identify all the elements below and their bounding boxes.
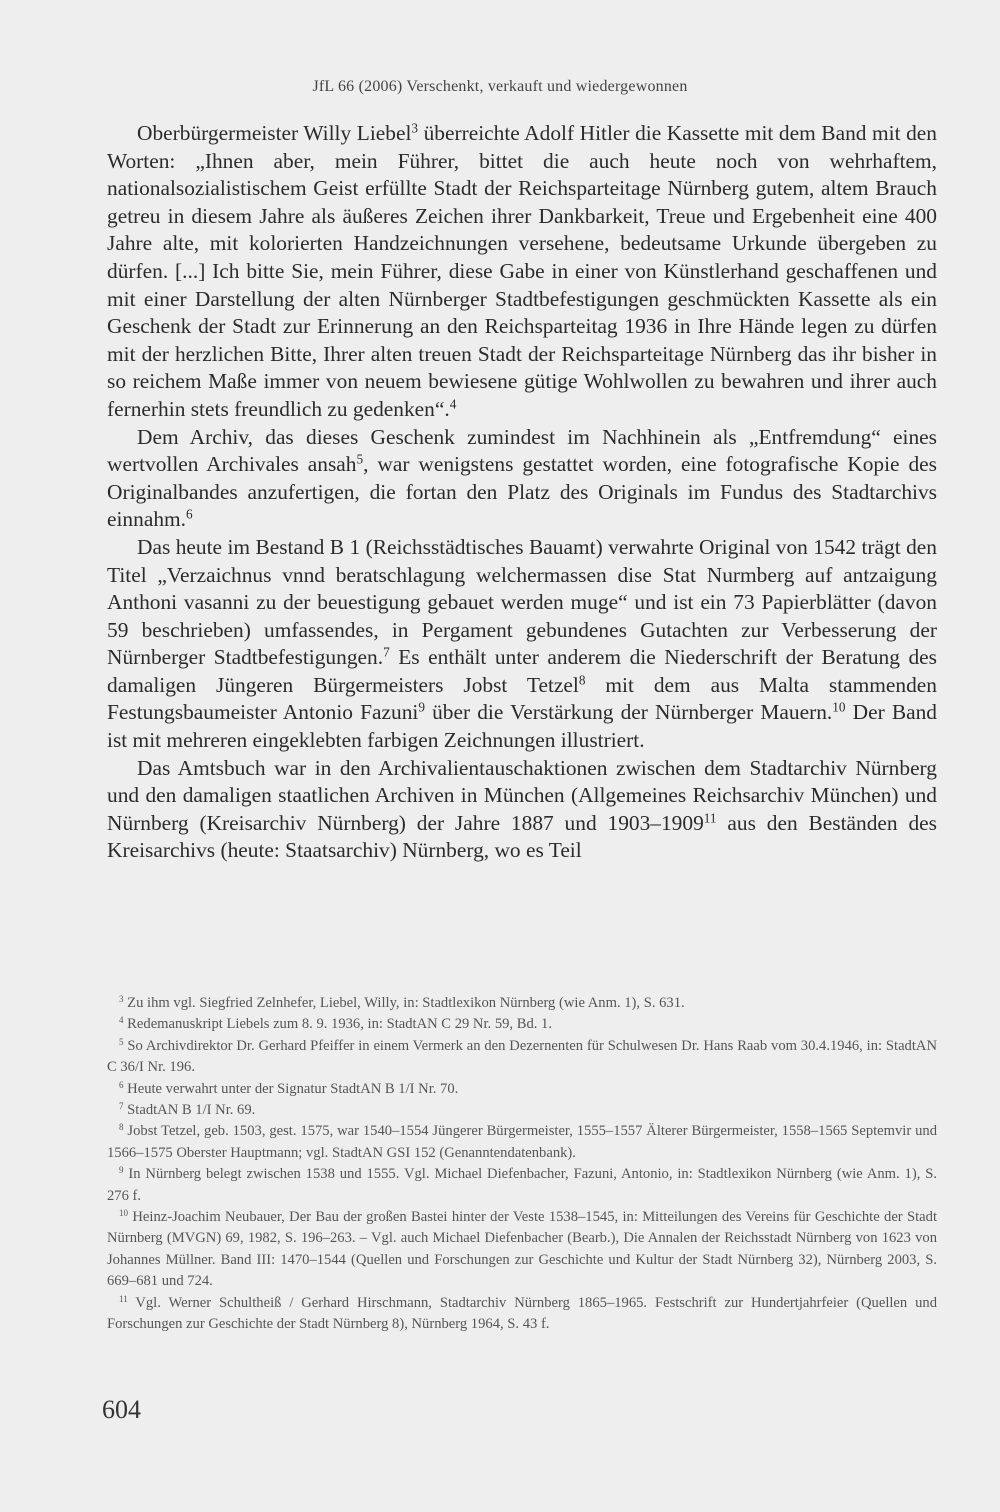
footnote-reference: 6	[186, 507, 193, 523]
paragraph-text: Oberbürgermeister Willy Liebel	[137, 121, 412, 145]
paragraph-text: Das heute im Bestand B 1 (Reichsstädtisches Bauamt) verwahrte Original von 1542 trägt den Titel „Verzaichnus vnnd beratschlagung welchermassen dise Stat Nurmberg auf antzaigung Anthoni vasanni zu der beuestigung gebauet werden muge“ und ist ein 73 Papierblätter (davon 59 beschrieben) umfassendes, in Pergament gebundenes Gutachten zur Verbesserung der Nürnberger Stadtbefestigungen.	[107, 534, 937, 670]
footnote-text: Jobst Tetzel, geb. 1503, gest. 1575, war 1540–1554 Jüngerer Bürgermeister, 1555–1557 Älterer Bürgermeister, 1558–1565 Septemvir und 1566–1575 Oberster Hauptmann; vgl. StadtAN GSI 152 (Genanntendatenbank).	[107, 1123, 937, 1161]
paragraph-text: über die Verstärkung der Nürnberger Mauern.	[424, 700, 833, 725]
body-paragraph	[107, 755, 937, 865]
footnote-reference: 8	[578, 672, 586, 688]
footnote-number: 3	[119, 994, 124, 1005]
footnote-number: 11	[119, 1293, 128, 1304]
footnote-reference: 9	[418, 700, 425, 716]
footnote-text: Heinz-Joachim Neubauer, Der Bau der großen Bastei hinter der Veste 1538–1545, in: Mitteilungen des Vereins für Geschichte der Stadt Nürnberg (MVGN) 69, 1982, S. 196–263. – Vgl. auch Michael Diefenbacher (Bearb.), Die Annalen der Reichsstadt Nürnberg von 1623 von Johannes Müllner. Band III: 1470–1544 (Quellen und Forschungen zur Geschichte und Kultur der Stadt Nürnberg 32), Nürnberg 2003, S. 669–681 und 724.	[107, 1209, 937, 1290]
footnote-number: 5	[119, 1036, 124, 1047]
footnote	[107, 1036, 937, 1079]
footnotes	[107, 993, 937, 1336]
footnote-number: 10	[119, 1208, 129, 1219]
footnote-number: 9	[119, 1165, 124, 1176]
footnote-text: Vgl. Werner Schultheiß / Gerhard Hirschmann, Stadtarchiv Nürnberg 1865–1965. Festschrift zur Hundertjahrfeier (Quellen und Forschungen zur Geschichte der Stadt Nürnberg 8), Nürnberg 1964, S. 43 f.	[107, 1294, 937, 1333]
footnote-reference: 3	[411, 120, 419, 136]
footnote	[107, 1164, 937, 1207]
body-paragraph	[107, 424, 937, 534]
paragraph-text: Das Amtsbuch war in den Archivalientauschaktionen zwischen dem Stadtarchiv Nürnberg und den damaligen staatlichen Archiven in München (Allgemeines Reichsarchiv München) und Nürnberg (Kreisarchiv Nürnberg) der Jahre 1887 und 1903–1909	[107, 755, 937, 835]
footnote-number: 8	[119, 1122, 124, 1133]
paragraph-text: Der Band ist mit mehreren eingeklebten farbigen Zeichnungen illustriert.	[107, 700, 937, 753]
footnote-text: StadtAN B 1/I Nr. 69.	[123, 1102, 256, 1119]
footnote	[107, 1293, 937, 1336]
footnote	[107, 1014, 937, 1035]
footnote-reference: 4	[449, 396, 457, 412]
paragraph-text: , war wenigstens gestattet worden, eine fotografische Kopie des Originalbandes anzufertigen, die fortan den Platz des Originals im Fundus des Stadtarchivs einnahm.	[107, 452, 937, 532]
running-head: JfL 66 (2006) Verschenkt, verkauft und wiedergewonnen	[312, 78, 688, 95]
footnote-text: Redemanuskript Liebels zum 8. 9. 1936, in: StadtAN C 29 Nr. 59, Bd. 1.	[123, 1016, 552, 1033]
paragraph-text: Dem Archiv, das dieses Geschenk zumindest im Nachhinein als „Entfremdung“ eines wertvollen Archivales ansah	[107, 424, 937, 477]
footnote-text: Heute verwahrt unter der Signatur StadtAN B 1/I Nr. 70.	[123, 1080, 459, 1097]
footnote-number: 4	[119, 1015, 124, 1026]
footnote-text: In Nürnberg belegt zwischen 1538 und 1555. Vgl. Michael Diefenbacher, Fazuni, Antonio, in: Stadtlexikon Nürnberg (wie Anm. 1), S. 276 f.	[107, 1166, 937, 1204]
footnote	[107, 1079, 937, 1100]
footnote	[107, 1121, 937, 1164]
paragraph-text: überreichte Adolf Hitler die Kassette mit dem Band mit den Worten: „Ihnen aber, mein Führer, bittet die auch heute noch von wehrhaftem, nationalsozialistischem Geist erfüllte Stadt der Reichsparteitage Nürnberg gutem, altem Brauch getreu in diesem Jahre als äußeres Zeichen ihrer Dankbarkeit, Treue und Ergebenheit eine 400 Jahre alte, mit kolorierten Handzeichnungen versehene, bedeutsame Urkunde übergeben zu dürfen. [...] Ich bitte Sie, mein Führer, diese Gabe in einer von Künstlerhand geschaffenen und mit einer Darstellung der alten Nürnberger Stadtbefestigungen geschmückten Kassette als ein Geschenk der Stadt zur Erinnerung an den Reichsparteitag 1936 in Ihre Hände legen zu dürfen mit der herzlichen Bitte, Ihrer alten treuen Stadt der Reichsparteitage Nürnberg das ihr bisher in so reichem Maße immer von neuem bewiesene gütige Wohlwollen zu bewahren und ihrer auch fernerhin stets freundlich zu gedenken“.	[107, 121, 937, 421]
footnote-number: 6	[119, 1079, 124, 1090]
footnote-text: Zu ihm vgl. Siegfried Zelnhefer, Liebel, Willy, in: Stadtlexikon Nürnberg (wie Anm. 1), S. 631.	[123, 995, 685, 1011]
paragraph-text: aus den Beständen des Kreisarchivs (heute: Staatsarchiv) Nürnberg, wo es Teil	[107, 810, 937, 863]
body-paragraph	[107, 120, 937, 424]
paragraph-text: Es enthält unter anderem die Niederschrift der Beratung des damaligen Jüngeren Bürgermeisters Jobst Tetzel	[107, 645, 937, 697]
footnote-number: 7	[119, 1101, 124, 1112]
footnote-reference: 11	[703, 810, 717, 826]
body-paragraph	[107, 534, 937, 755]
body-text	[107, 120, 937, 865]
footnote-text: So Archivdirektor Dr. Gerhard Pfeiffer in einem Vermerk an den Dezernenten für Schulwesen Dr. Hans Raab vom 30.4.1946, in: StadtAN C 36/I Nr. 196.	[107, 1037, 937, 1076]
footnote	[107, 993, 937, 1014]
footnote	[107, 1100, 937, 1121]
footnote-reference: 10	[832, 700, 846, 716]
footnote-reference: 5	[356, 451, 364, 467]
paragraph-text: mit dem aus Malta stammenden Festungsbaumeister Antonio Fazuni	[107, 672, 937, 725]
footnote	[107, 1207, 937, 1293]
footnote-reference: 7	[383, 644, 390, 660]
page-number: 604	[102, 1395, 141, 1424]
